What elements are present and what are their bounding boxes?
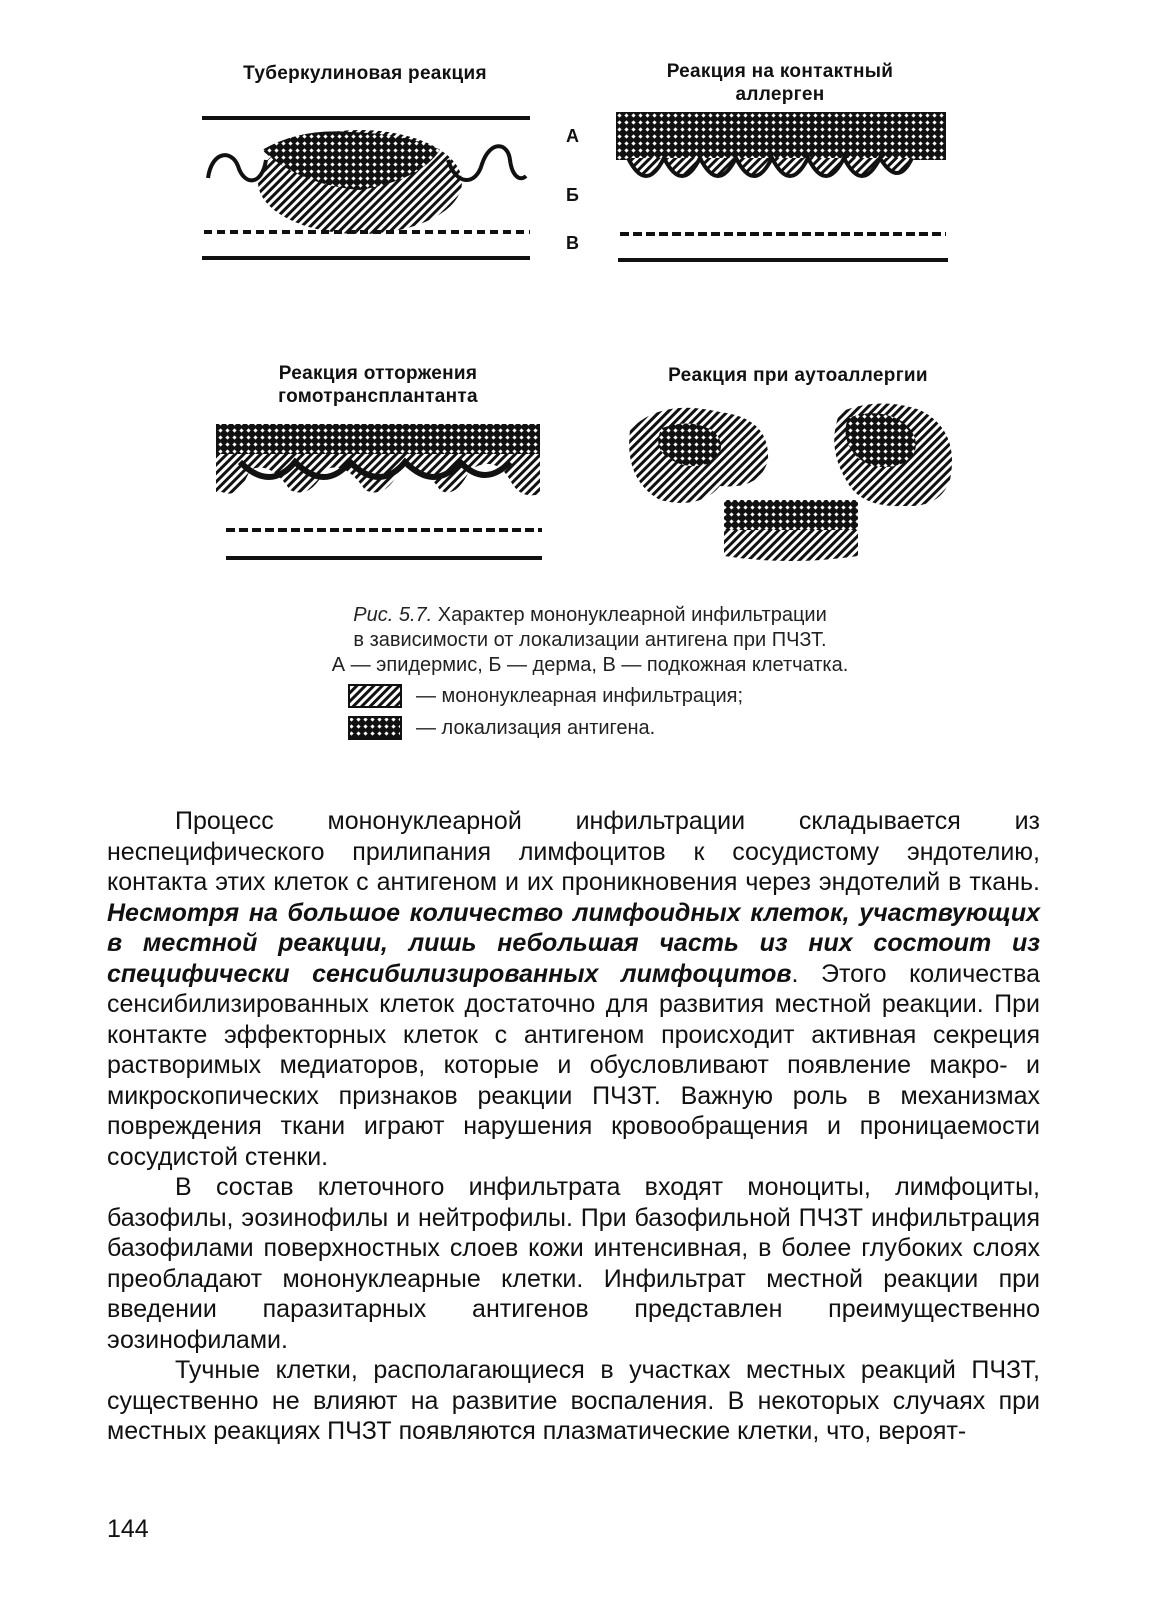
caption-line-3: А — эпидермис, Б — дерма, В — подкожная клетчатка. (331, 654, 849, 676)
panel-title-rejection-line1: Реакция отторжения (278, 363, 478, 384)
hatch-swatch-icon (348, 684, 402, 708)
legend-infiltration-label: — мононуклеарная инфильтрация; (416, 684, 744, 707)
panel-title-contact-line1: Реакция на контактный (666, 61, 894, 82)
panel-tuberculin (202, 116, 530, 260)
panel-rejection (216, 424, 542, 560)
layer-label-a: А (566, 126, 579, 146)
caption-line-2: в зависимости от локализации антигена при ПЧЗТ. (353, 629, 827, 651)
body-text (107, 806, 1040, 1447)
paragraph-1 (107, 806, 1040, 1172)
panel-title-tuberculin: Туберкулиновая реакция (243, 63, 487, 84)
panel-title-rejection-line2: гомотрансплантанта (278, 386, 478, 407)
legend-antigen-label: — локализация антигена. (416, 716, 656, 739)
figure-diagram (0, 0, 1172, 600)
legend-infiltration (348, 684, 743, 708)
paragraph-1-start: Процесс мононуклеарной инфильтрации складывается из неспецифического прилипания лимфоцитов к сосудистому эндотелию, контакта этих клеток с антигеном и их проникновения через эндотелий в ткань. (107, 807, 1040, 896)
legend-antigen (348, 716, 655, 740)
paragraph-1-emphasis: Несмотря на большое количество лимфоидных клеток, участвующих в местной реакции, лишь небольшая часть из них состоит из специфически сенсибилизированных лимфоцитов (107, 898, 1040, 988)
crosshatch-swatch-icon (348, 716, 402, 740)
page-number: 144 (107, 1515, 149, 1543)
panel-title-contact-line2: аллерген (735, 84, 825, 105)
layer-label-v: В (566, 233, 579, 253)
figure-number: Рис. 5.7. (353, 604, 433, 626)
panel-contact (616, 112, 948, 262)
caption-line-1-text: Характер мононуклеарной инфильтрации (432, 604, 827, 626)
panel-autoallergy (629, 403, 952, 561)
layer-label-b: Б (566, 185, 579, 205)
paragraph-2: В состав клеточного инфильтрата входят моноциты, лимфоциты, базофилы, эозинофилы и нейтрофилы. При базофильной ПЧЗТ инфильтрация базофилами поверхностных слоев кожи интенсивная, в более глубоких слоях преобладают мононуклеарные клетки. Инфильтрат местной реакции при введении паразитарных антигенов представлен преимущественно эозинофилами. (107, 1173, 1040, 1354)
paragraph-1-end: . Этого количества сенсибилизированных клеток достаточно для развития местной реакции. При контакте эффекторных клеток с антигеном происходит активная секреция растворимых медиаторов, которые и обусловливают появление макро- и микроскопических признаков реакции ПЧЗТ. Важную роль в механизмах повреждения ткани играют нарушения кровообращения и проницаемости сосудистой стенки. (107, 959, 1040, 1171)
figure-caption (250, 603, 930, 678)
paragraph-3: Тучные клетки, располагающиеся в участках местных реакций ПЧЗТ, существенно не влияют на развитие воспаления. В некоторых случаях при местных реакциях ПЧЗТ появляются плазматические клетки, что, вероят- (107, 1356, 1040, 1445)
caption-line-1 (250, 603, 930, 628)
panel-title-autoallergy: Реакция при аутоаллергии (668, 365, 928, 386)
